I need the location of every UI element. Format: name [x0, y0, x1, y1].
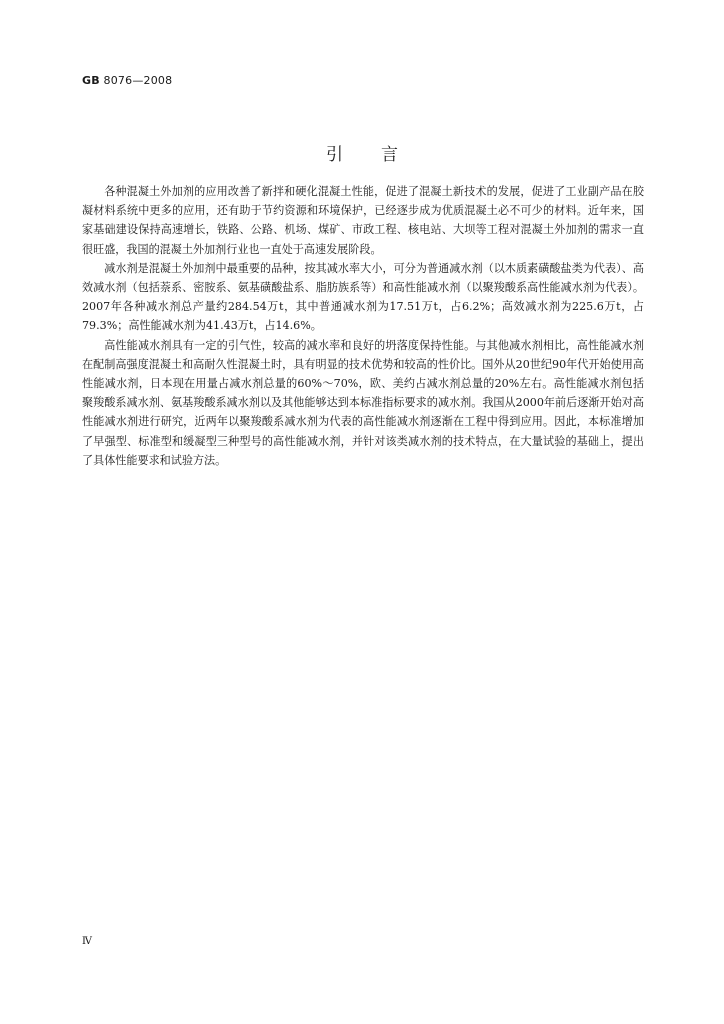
- section-title: 引言: [326, 145, 436, 165]
- page-number: Ⅳ: [82, 936, 92, 947]
- paragraph: 各种混凝土外加剂的应用改善了新拌和硬化混凝土性能，促进了混凝土新技术的发展，促进了工业副产品在胶凝材料系统中更多的应用，还有助于节约资源和环境保护，已经逐步成为优质混凝土必不可少的材料。近年来，国家基础建设保持高速增长，铁路、公路、机场、煤矿、市政工程、核电站、大坝等工程对混凝土外加剂的需求一直很旺盛，我国的混凝土外加剂行业也一直处于高速发展阶段。: [82, 185, 644, 256]
- introduction-body: [82, 182, 644, 470]
- paragraph: 减水剂是混凝土外加剂中最重要的品种，按其减水率大小，可分为普通减水剂（以木质素磺酸盐类为代表）、高效减水剂（包括萘系、密胺系、氨基磺酸盐系、脂肪族系等）和高性能减水剂（以聚羧酸系高性能减水剂为代表）。2007年各种减水剂总产量约284.54万t，其中普通减水剂为17.51万t，占6.2%；高效减水剂为225.6万t，占79.3%；高性能减水剂为41.43万t，占14.6%。: [82, 261, 644, 333]
- paragraph: 高性能减水剂具有一定的引气性，较高的减水率和良好的坍落度保持性能。与其他减水剂相比，高性能减水剂在配制高强度混凝土和高耐久性混凝土时，具有明显的技术优势和较高的性价比。国外从20世纪90年代开始使用高性能减水剂，日本现在用量占减水剂总量的60%～70%，欧、美约占减水剂总量的20%左右。高性能减水剂包括聚羧酸系减水剂、氨基羧酸系减水剂以及其他能够达到本标准指标要求的减水剂。我国从2000年前后逐渐开始对高性能减水剂进行研究，近两年以聚羧酸系减水剂为代表的高性能减水剂逐渐在工程中得到应用。因此，本标准增加了早强型、标准型和缓凝型三种型号的高性能减水剂，并针对该类减水剂的技术特点，在大量试验的基础上，提出了具体性能要求和试验方法。: [82, 338, 644, 467]
- standard-prefix: GB: [82, 74, 100, 87]
- standard-number: 8076—2008: [103, 74, 173, 87]
- document-header: [82, 74, 172, 87]
